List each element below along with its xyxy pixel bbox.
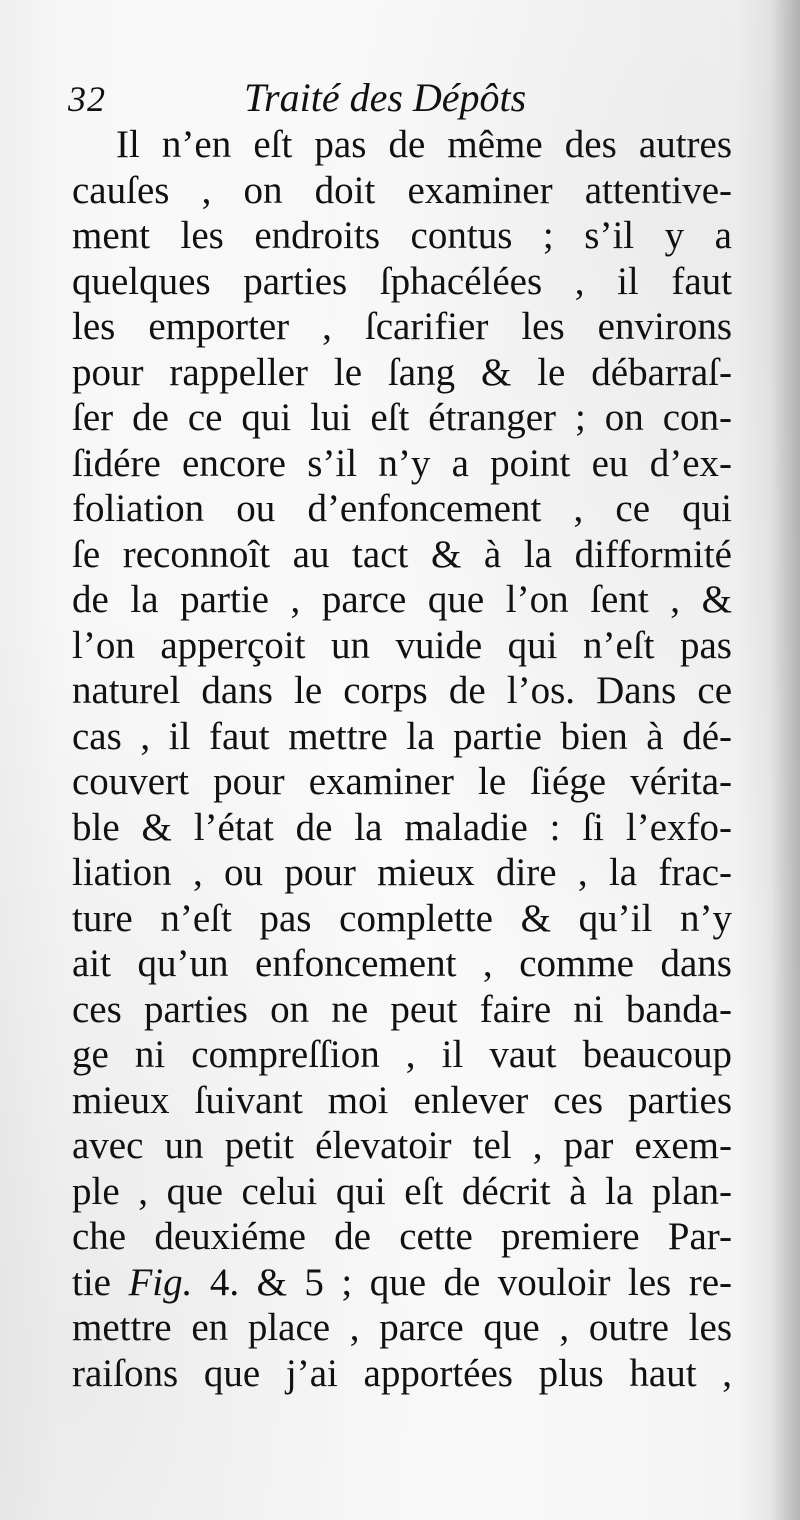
text-line: quelques parties ſphacélées , il faut — [72, 259, 732, 303]
text-line: ces parties on ne peut faire ni banda- — [72, 987, 732, 1031]
text-line: ble & l’état de la maladie : ſi l’exfo- — [72, 805, 732, 849]
text-line: cas , il faut mettre la partie bien à dé- — [72, 714, 732, 758]
text-line: cauſes , on doit examiner attentive- — [72, 168, 732, 212]
text-line: mieux ſuivant moi enlever ces parties — [72, 1078, 732, 1122]
text-line: les emporter , ſcarifier les environs — [72, 305, 732, 348]
text-line: de la partie , parce que l’on ſent , & — [72, 578, 732, 621]
text-line: foliation ou d’enfoncement , ce qui — [72, 487, 732, 530]
text-line: raiſons que j’ai apportées plus haut , — [72, 1351, 732, 1395]
page-edge-shadow — [770, 0, 800, 1520]
text-line: liation , ou pour mieux dire , la frac- — [72, 851, 732, 894]
text-line: ſer de ce qui lui eſt étranger ; on con- — [72, 396, 732, 439]
figure-reference: Fig. — [128, 1260, 193, 1304]
page-number: 32 — [68, 79, 106, 119]
text-line: naturel dans le corps de l’os. Dans ce — [72, 669, 732, 712]
text-line: mettre en place , parce que , outre les — [72, 1306, 732, 1349]
text-line: couvert pour examiner le ſiége vérita- — [72, 760, 732, 803]
text-fragment: tie — [72, 1260, 129, 1304]
text-line-figure-ref — [72, 1260, 732, 1306]
text-line: ait qu’un enfoncement , comme dans — [72, 942, 732, 985]
text-line: ge ni compreſſion , il vaut beaucoup — [72, 1033, 732, 1076]
text-line: avec un petit élevatoir tel , par exem- — [72, 1124, 732, 1167]
text-fragment: 4. & 5 ; que de vouloir les re- — [192, 1260, 733, 1304]
page-header — [68, 74, 728, 124]
text-line: ſe reconnoît au tact & à la difformité — [72, 532, 732, 576]
body-text — [72, 122, 732, 1396]
text-line: l’on apperçoit un vuide qui n’eſt pas — [72, 623, 732, 667]
text-line: ture n’eſt pas complette & qu’il n’y — [72, 896, 732, 940]
text-line: ſidére encore s’il n’y a point eu d’ex- — [72, 441, 732, 485]
text-line: Il n’en eſt pas de même des autres — [116, 123, 732, 166]
text-line: ment les endroits contus ; s’il y a — [72, 214, 732, 257]
text-line: ple , que celui qui eſt décrit à la plan- — [72, 1169, 732, 1213]
text-line: che deuxiéme de cette premiere Par- — [72, 1215, 732, 1258]
running-title: Traité des Dépôts — [244, 75, 527, 120]
text-line: pour rappeller le ſang & le débarraſ- — [72, 350, 732, 394]
